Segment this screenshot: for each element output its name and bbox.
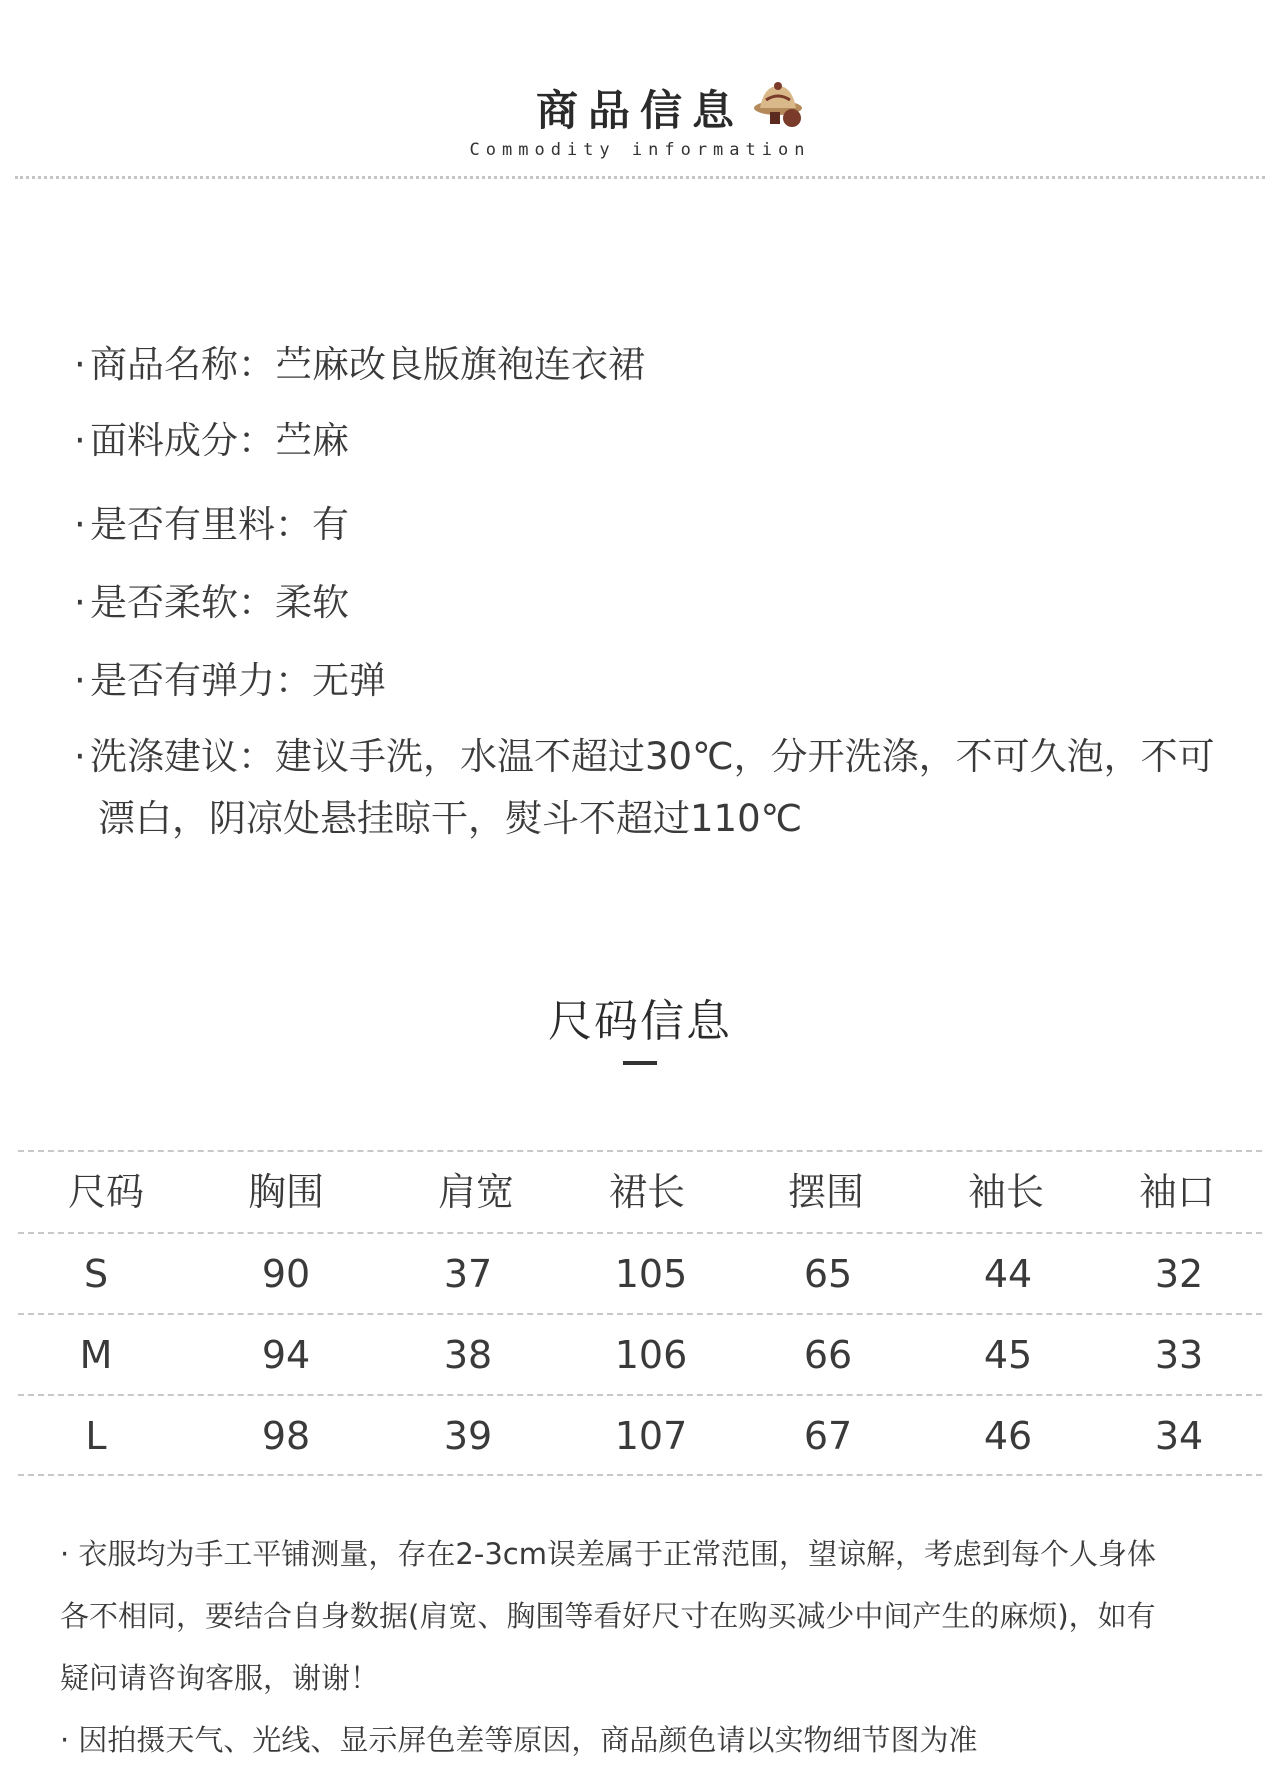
title-underline (623, 1061, 657, 1065)
dotted-divider (15, 176, 1265, 179)
info-washing-continued: 漂白，阴凉处悬挂晾干，熨斗不超过110℃ (98, 797, 803, 840)
note-measurement-line1: · 衣服均为手工平铺测量，存在2-3cm误差属于正常范围，望谅解，考虑到每个人身体 (60, 1537, 1156, 1571)
info-value: 苎麻改良版旗袍连衣裙 (275, 343, 645, 386)
info-lining-line: · 是否有里料：有 (74, 503, 349, 546)
info-washing-line: · 洗涤建议：建议手洗，水温不超过30℃，分开洗涤，不可久泡，不可 (74, 735, 1215, 778)
info-value: 苎麻 (275, 419, 349, 462)
info-label: 商品名称 (90, 343, 238, 386)
info-elasticity-line: · 是否有弹力：无弹 (74, 659, 386, 702)
table-cell: 39 (443, 1414, 493, 1458)
table-cell: S (83, 1252, 109, 1296)
table-cell: 105 (614, 1252, 688, 1296)
info-label: 是否柔软 (90, 581, 238, 624)
table-header-chest: 胸围 (247, 1170, 324, 1214)
table-cell: 90 (261, 1252, 311, 1296)
table-cell: 46 (983, 1414, 1033, 1458)
info-label: 洗涤建议 (90, 735, 238, 778)
info-label: 是否有弹力 (90, 659, 275, 702)
section-title-commodity: 商品信息 (535, 86, 744, 135)
table-header-shoulder: 肩宽 (437, 1170, 514, 1214)
info-label: 是否有里料 (90, 503, 275, 546)
section-subtitle-commodity: Commodity information (469, 140, 811, 160)
hat-icon (752, 78, 808, 128)
table-header-cuff: 袖口 (1138, 1170, 1215, 1214)
section-title-size: 尺码信息 (548, 996, 732, 1047)
note-measurement-line3: 疑问请咨询客服，谢谢！ (60, 1661, 380, 1695)
table-cell: 33 (1154, 1333, 1204, 1377)
table-cell: 66 (803, 1333, 853, 1377)
note-color-disclaimer: · 因拍摄天气、光线、显示屏色差等原因，商品颜色请以实物细节图为准 (60, 1723, 978, 1757)
table-cell: 94 (261, 1333, 311, 1377)
table-cell: 98 (261, 1414, 311, 1458)
table-cell: 32 (1154, 1252, 1204, 1296)
table-cell: 45 (983, 1333, 1033, 1377)
table-cell: 67 (803, 1414, 853, 1458)
table-cell: 34 (1154, 1414, 1204, 1458)
table-cell: 65 (803, 1252, 853, 1296)
info-name-line: · 商品名称：苎麻改良版旗袍连衣裙 (74, 343, 645, 386)
info-fabric-line: · 面料成分：苎麻 (74, 419, 349, 462)
table-cell: 37 (443, 1252, 493, 1296)
info-value: 柔软 (275, 581, 349, 624)
table-cell: 44 (983, 1252, 1033, 1296)
table-cell: L (85, 1414, 107, 1458)
table-cell: M (79, 1333, 113, 1377)
note-measurement-line2: 各不相同，要结合自身数据(肩宽、胸围等看好尺寸在购买减少中间产生的麻烦)，如有 (60, 1599, 1156, 1633)
info-value: 建议手洗，水温不超过30℃，分开洗涤，不可久泡，不可 (275, 735, 1215, 778)
info-value: 无弹 (312, 659, 386, 702)
table-header-size: 尺码 (67, 1170, 144, 1214)
info-value: 有 (312, 503, 349, 546)
table-cell: 106 (614, 1333, 688, 1377)
table-cell: 38 (443, 1333, 493, 1377)
info-label: 面料成分 (90, 419, 238, 462)
table-cell: 107 (614, 1414, 688, 1458)
table-header-length: 裙长 (608, 1170, 685, 1214)
table-header-hem: 摆围 (787, 1170, 864, 1214)
table-header-sleeve-length: 袖长 (967, 1170, 1044, 1214)
info-softness-line: · 是否柔软：柔软 (74, 581, 349, 624)
